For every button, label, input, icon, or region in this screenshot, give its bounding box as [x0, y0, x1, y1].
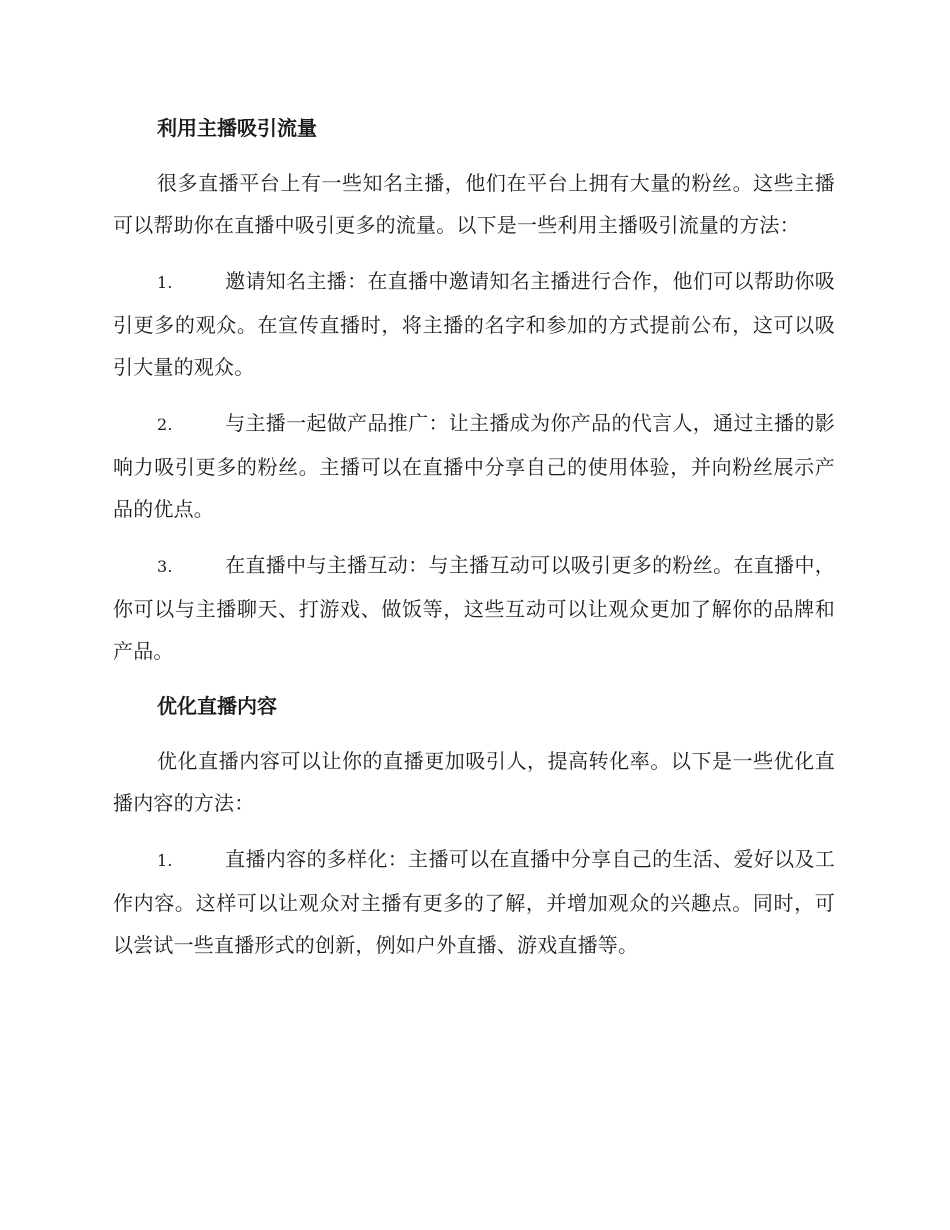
- list-item: [113, 402, 835, 530]
- list-item-text: 与主播一起做产品推广：让主播成为你产品的代言人，通过主播的影响力吸引更多的粉丝。主播可以在直播中分享自己的使用体验，并向粉丝展示产品的优点。: [113, 411, 835, 521]
- section-intro: 很多直播平台上有一些知名主播，他们在平台上拥有大量的粉丝。这些主播可以帮助你在直播中吸引更多的流量。以下是一些利用主播吸引流量的方法：: [113, 171, 835, 237]
- method-list: [113, 838, 835, 966]
- method-list: [113, 260, 835, 672]
- list-item: [113, 260, 835, 388]
- document-body: [113, 108, 835, 980]
- section-heading: 优化直播内容: [157, 694, 277, 718]
- list-item-text: 在直播中与主播互动：与主播互动可以吸引更多的粉丝。在直播中，你可以与主播聊天、打游戏、做饭等，这些互动可以让观众更加了解你的品牌和产品。: [113, 553, 835, 663]
- section-intro: 优化直播内容可以让你的直播更加吸引人，提高转化率。以下是一些优化直播内容的方法：: [113, 749, 835, 815]
- list-item-number: 2.: [157, 415, 173, 434]
- list-item-number: 1.: [157, 273, 173, 292]
- list-item-text: 邀请知名主播：在直播中邀请知名主播进行合作，他们可以帮助你吸引更多的观众。在宣传直播时，将主播的名字和参加的方式提前公布，这可以吸引大量的观众。: [113, 269, 835, 379]
- list-item-number: 1.: [157, 851, 173, 870]
- section-optimize-content: [113, 686, 835, 966]
- list-item-text: 直播内容的多样化：主播可以在直播中分享自己的生活、爱好以及工作内容。这样可以让观众对主播有更多的了解，并增加观众的兴趣点。同时，可以尝试一些直播形式的创新，例如户外直播、游戏直播等。: [113, 847, 835, 957]
- section-heading: 利用主播吸引流量: [157, 116, 317, 140]
- section-streamer-traffic: [113, 108, 835, 672]
- list-item-number: 3.: [157, 557, 173, 576]
- list-item: [113, 544, 835, 672]
- list-item: [113, 838, 835, 966]
